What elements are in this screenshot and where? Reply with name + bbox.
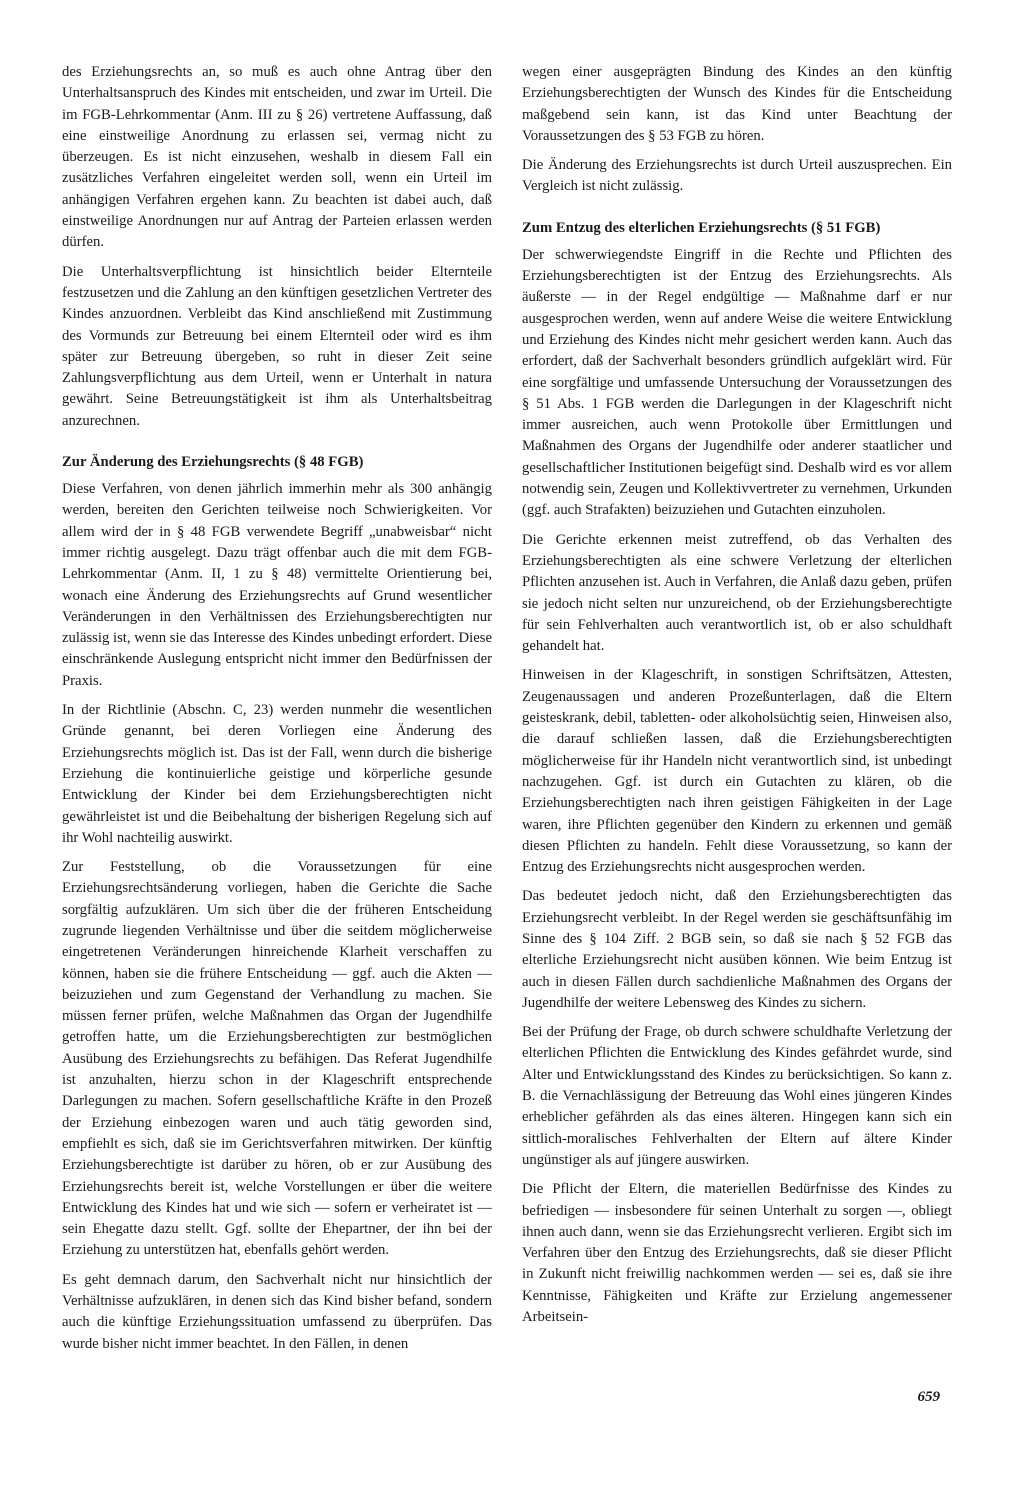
paragraph: Zur Feststellung, ob die Voraussetzungen für eine Erziehungsrechtsänderung vorliegen, haben die Gerichte die Sache sorgfältig aufzuklären. Um sich über die der früheren Entscheidung zugrunde liegenden Verhältnisse und über die seitdem möglicherweise eingetretenen Veränderungen hinreichende Klarheit verschaffen zu können, haben sie die frühere Entscheidung — ggf. auch die Akten — beizuziehen und zum Gegenstand der Verhandlung zu machen. Sie müssen ferner prüfen, welche Maßnahmen das Organ der Jugendhilfe getroffen hatte, um die Erziehungsberechtigten zur bestmöglichen Ausübung des Erziehungsrechts zu befähigen. Das Referat Jugendhilfe ist anzuhalten, hierzu schon in der Klageschrift entsprechende Darlegungen zu machen. Sofern gesellschaftliche Kräfte in den Prozeß der Erziehung einbezogen waren und auch tätig geworden sind, empfiehlt es sich, daß sie im Gerichtsverfahren mitwirken. Der künftig Erziehungsberechtigte ist darüber zu hören, ob er zur Ausübung des Erziehungsrechts bereit ist, welche Vorstellungen er über die weitere Entwicklung des Kindes hat und wie sich — sofern er verheiratet ist — sein Ehegatte dazu stellt. Ggf. sollte der Ehepartner, der ihn bei der Erziehung zu unterstützen hat, ebenfalls gehört werden. — [62, 859, 492, 1259]
right-column — [522, 62, 952, 1336]
paragraph: Die Unterhaltsverpflichtung ist hinsichtlich beider Elternteile festzusetzen und die Zahlung an den künftigen gesetzlichen Vertreter des Kindes anzuordnen. Verbleibt das Kind anschließend mit Zustimmung des Vormunds zur Betreuung bei einem Elternteil oder wird es ihm später zur Betreuung übergeben, so ruht in dieser Zeit seine Zahlungsverpflichtung aus dem Urteil, wenn er Unterhalt in natura gewährt. Seine Betreuungstätigkeit ist ihm als Unterhaltsbeitrag anzurechnen. — [62, 263, 492, 429]
paragraph: Hinweisen in der Klageschrift, in sonstigen Schriftsätzen, Attesten, Zeugenaussagen und anderen Prozeßunterlagen, daß die Eltern geisteskrank, debil, tabletten- oder alkoholsüchtig seien, Hinweisen also, die darauf schließen lassen, daß die Erziehungsberechtigten möglicherweise für ihr Handeln nicht verantwortlich sind, ist unbedingt nachzugehen. Ggf. ist durch ein Gutachten zu klären, ob die Erziehungsberechtigten nach ihren geistigen Fähigkeiten in der Lage waren, ihre Pflichten gegenüber den Kindern zu erkennen und gemäß diesen Pflichten zu handeln. Fehlt diese Voraussetzung, so kann der Entzug des Erziehungsrechts nicht ausgesprochen werden. — [522, 667, 952, 876]
paragraph: Die Pflicht der Eltern, die materiellen Bedürfnisse des Kindes zu befriedigen — insbesondere für seinen Unterhalt zu sorgen —, obliegt ihnen auch dann, wenn sie das Erziehungsrecht verlieren. Ergibt sich im Verfahren über den Entzug des Erziehungsrechts, daß sie dieser Pflicht in Zukunft nicht freiwillig nachkommen werden — sei es, daß sie ihre Kenntnisse, Fähigkeiten und Kräfte zur Erzielung angemessener Arbeitsein- — [522, 1181, 952, 1326]
paragraph: Bei der Prüfung der Frage, ob durch schwere schuldhafte Verletzung der elterlichen Pflichten die Entwicklung des Kindes gefährdet wurde, sind Alter und Entwicklungsstand des Kindes zu berücksichtigen. So kann z. B. die Vernachlässigung der Betreuung das Wohl eines jüngeren Kindes erheblicher gefährden als das eines älteren. Hingegen kann sich ein sittlich-moralisches Fehlverhalten der Eltern auf ältere Kinder ungünstiger als auf jüngere auswirken. — [522, 1024, 952, 1168]
paragraph: des Erziehungsrechts an, so muß es auch ohne Antrag über den Unterhaltsanspruch des Kindes mit entscheiden, und zwar im Urteil. Die im FGB-Lehrkommentar (Anm. III zu § 26) vertretene Auffassung, daß eine einstweilige Anordnung zu erlassen sei, vermag nicht zu überzeugen. Es ist nicht einzusehen, weshalb in diesem Fall ein zusätzliches Verfahren eingeleitet werden soll, wenn ein Urteil im anhängigen Verfahren ergehen kann. Zu beachten ist dabei auch, daß einstweilige Anordnungen nur auf Antrag der Parteien erlassen werden dürfen. — [62, 64, 492, 251]
paragraph: wegen einer ausgeprägten Bindung des Kindes an den künftig Erziehungsberechtigten der Wunsch des Kindes für die Entscheidung maßgebend sein kann, ist das Kind unter Beachtung der Voraussetzungen des § 53 FGB zu hören. — [522, 64, 952, 144]
page-number: 659 — [917, 1389, 940, 1405]
paragraph: Die Änderung des Erziehungsrechts ist durch Urteil auszusprechen. Ein Vergleich ist nicht zulässig. — [522, 157, 952, 195]
paragraph: Der schwerwiegendste Eingriff in die Rechte und Pflichten des Erziehungsberechtigten ist der Entzug des Erziehungsrechts. Als äußerste — in der Regel endgültige — Maßnahme darf er nur ausgesprochen werden, wenn auf andere Weise die weitere Entwicklung und Erziehung des Kindes nicht mehr gesichert werden kann. Auch das erfordert, daß der Sachverhalt besonders gründlich aufgeklärt wird. Für eine sorgfältige und umfassende Untersuchung der Voraussetzungen des § 51 Abs. 1 FGB werden die Darlegungen in der Klageschrift nicht immer ausreichen, auch wenn Protokolle über Ermittlungen und Maßnahmen des Organs der Jugendhilfe oder anderer staatlicher und gesellschaftlicher Institutionen beigefügt sind. Deshalb wird es vor allem notwendig sein, Zeugen und Kollektivvertreter zu vernehmen, Urkunden (ggf. auch Strafakten) beizuziehen und Gutachten einzuholen. — [522, 246, 952, 519]
paragraph: In der Richtlinie (Abschn. C, 23) werden nunmehr die wesentlichen Gründe genannt, bei deren Vorliegen eine Änderung des Erziehungsrechts möglich ist. Das ist der Fall, wenn durch die bisherige Erziehung die kontinuierliche geistige und körperliche gesunde Entwicklung der Kinder bei dem Erziehungsberechtigten nicht gewährleistet ist und die Beibehaltung der bisherigen Regelung sich auf ihr Wohl nachteilig auswirkt. — [62, 702, 492, 846]
paragraph: Das bedeutet jedoch nicht, daß den Erziehungsberechtigten das Erziehungsrecht verbleibt. In der Regel werden sie geschäftsunfähig im Sinne des § 104 Ziff. 2 BGB sein, so daß sie nach § 52 FGB das elterliche Erziehungsrecht nicht ausüben können. Wie beim Entzug ist auch in diesen Fällen durch sachdienliche Maßnahmen des Organs der Jugendhilfe der weitere Lebensweg des Kindes zu sichern. — [522, 888, 952, 1011]
paragraph: Es geht demnach darum, den Sachverhalt nicht nur hinsichtlich der Verhältnisse aufzuklären, in denen sich das Kind bisher befand, sondern auch die künftige Erziehungssituation umfassend zu überprüfen. Das wurde bisher nicht immer beachtet. In den Fällen, in denen — [62, 1271, 492, 1352]
paragraph: Diese Verfahren, von denen jährlich immerhin mehr als 300 anhängig werden, bereiten den Gerichten teilweise noch Schwierigkeiten. Vor allem wird der in § 48 FGB verwendete Begriff „unabweisbar“ nicht immer richtig ausgelegt. Dazu trägt offenbar auch die mit dem FGB-Lehrkommentar (Anm. II, 1 zu § 48) vermittelte Orientierung bei, wonach eine Änderung des Erziehungsrechts auf Grund wesentlicher Veränderungen in den Verhältnissen des Erziehungsberechtigten nur zulässig ist, wenn sie das Interesse des Kindes unbedingt erfordert. Diese einschränkende Auslegung entspricht nicht immer den Bedürfnissen der Praxis. — [62, 481, 492, 689]
left-column — [62, 62, 492, 1363]
paragraph: Die Gerichte erkennen meist zutreffend, ob das Verhalten des Erziehungsberechtigten als eine schwere Verletzung der elterlichen Pflichten anzusehen ist. Auch in Verfahren, die Anlaß dazu geben, prüfen sie jedoch nicht selten nur unzureichend, ob der Erziehungsberechtigte für sein Fehlverhalten auch verantwortlich ist, ob er also schuldhaft gehandelt hat. — [522, 531, 953, 655]
section-heading: Zum Entzug des elterlichen Erziehungsrechts (§ 51 FGB) — [522, 219, 881, 236]
section-heading: Zur Änderung des Erziehungsrechts (§ 48 FGB) — [62, 454, 364, 471]
